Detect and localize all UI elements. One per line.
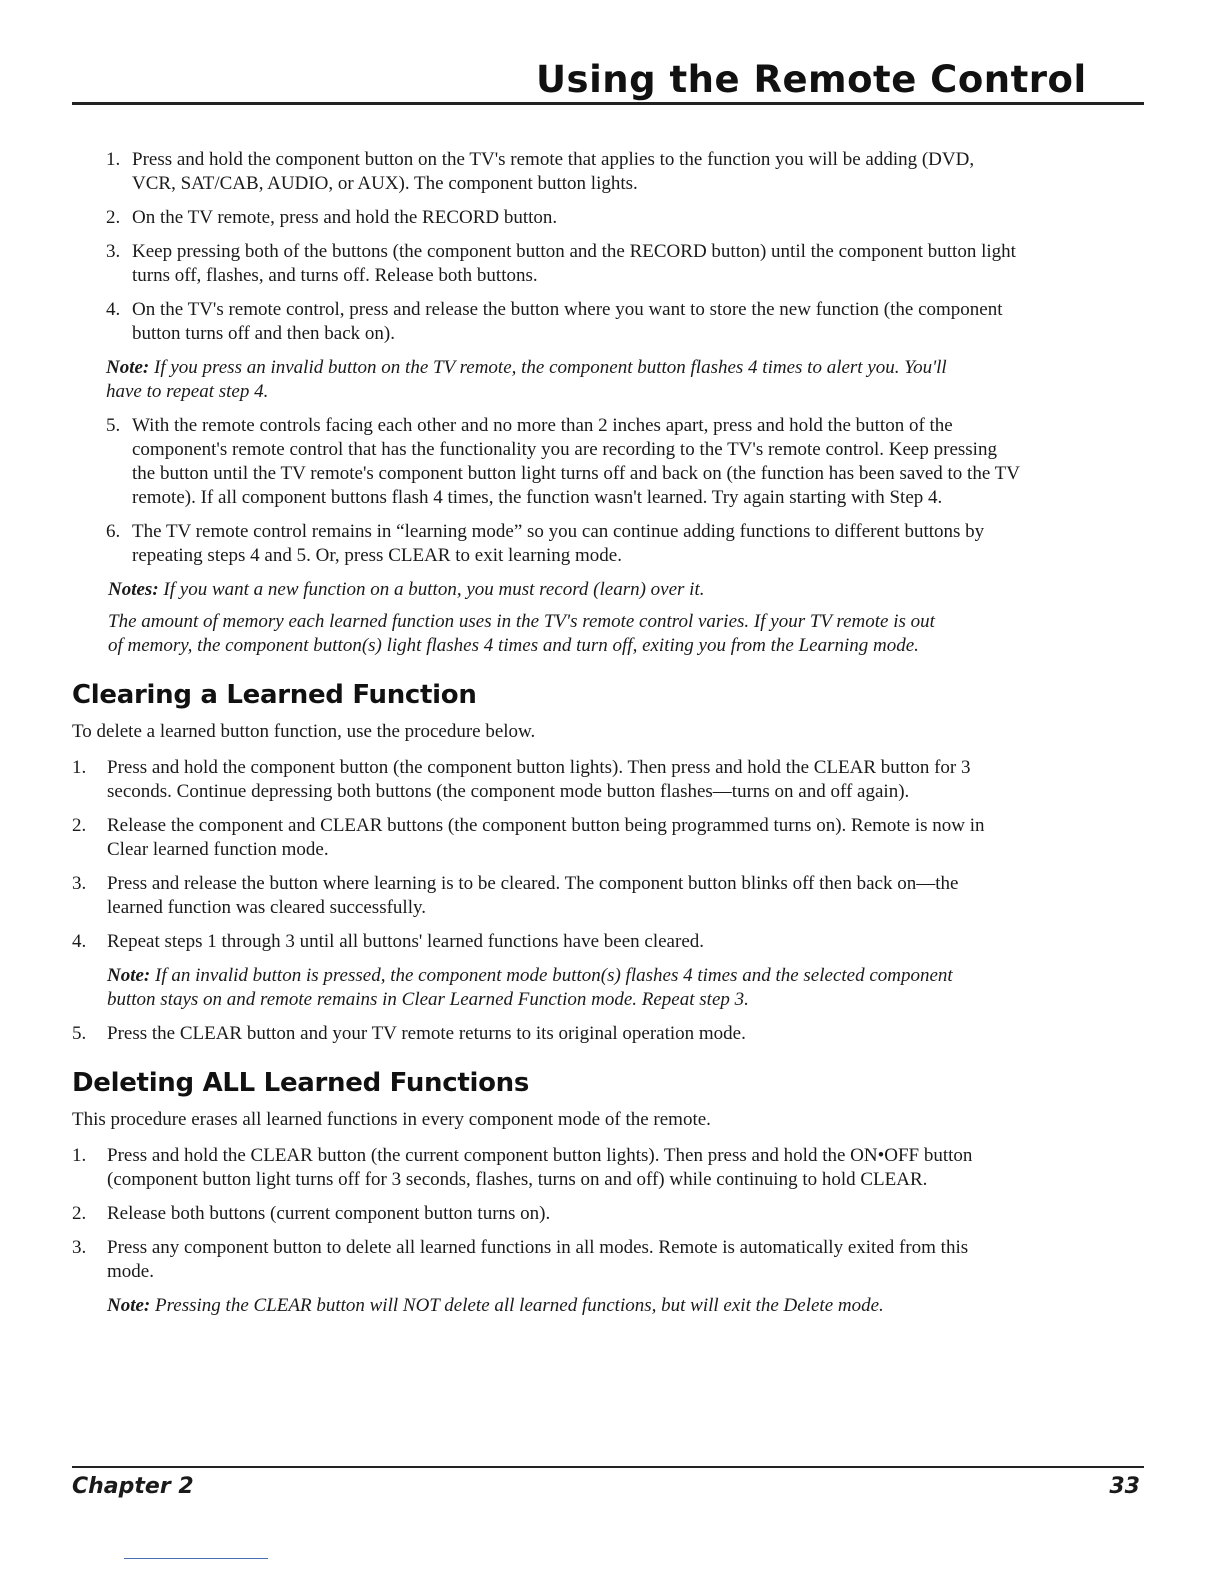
list-item xyxy=(72,756,1144,804)
step-number: 2. xyxy=(106,207,121,228)
list-item xyxy=(72,814,1144,862)
step-number: 2. xyxy=(72,815,87,836)
learning-steps-list-b xyxy=(72,414,1144,568)
list-item xyxy=(72,1144,1144,1192)
step-text: On the TV's remote control, press and release the button where you want to store the new function (the component button turns off and then back on). xyxy=(132,299,1003,344)
step-number: 1. xyxy=(72,1145,87,1166)
step-text: Release the component and CLEAR buttons (the component button being programmed turns on). Remote is now in Clear learned function mode. xyxy=(107,815,985,860)
list-item xyxy=(72,1202,1144,1226)
header-rule xyxy=(72,102,1144,105)
note-label: Note: xyxy=(106,357,150,378)
step-text: Press and release the button where learning is to be cleared. The component button blinks off then back on—the learned function was cleared successfully. xyxy=(107,873,959,918)
note-text: If an invalid button is pressed, the component mode button(s) flashes 4 times and the selected component button stays on and remote remains in Clear Learned Function mode. Repeat step 3. xyxy=(107,965,953,1010)
notes-label: Notes: xyxy=(108,579,159,600)
deleting-steps-list xyxy=(72,1144,1144,1284)
corner-mark xyxy=(124,1558,268,1559)
clearing-steps-list xyxy=(72,756,1144,954)
learning-steps-list xyxy=(72,148,1144,346)
step-text: Keep pressing both of the buttons (the component button and the RECORD button) until the component button light turns off, flashes, and turns off. Release both buttons. xyxy=(132,241,1016,286)
step-text: Press and hold the CLEAR button (the current component button lights). Then press and hold the ON•OFF button (component button light turns off for 3 seconds, flashes, turns on and off) while continuing to hold CLEAR. xyxy=(107,1145,973,1190)
page-content xyxy=(72,148,1144,1328)
note-label: Note: xyxy=(107,1295,151,1316)
step-number: 6. xyxy=(106,521,121,542)
clearing-intro: To delete a learned button function, use the procedure below. xyxy=(72,721,536,742)
notes-first xyxy=(108,578,948,602)
page-header-title: Using the Remote Control xyxy=(536,58,1087,101)
step-text: Press the CLEAR button and your TV remote returns to its original operation mode. xyxy=(107,1023,746,1044)
notes-block xyxy=(108,578,948,658)
step-text: On the TV remote, press and hold the RECORD button. xyxy=(132,207,558,228)
step-number: 3. xyxy=(106,241,121,262)
notes-first-text: If you want a new function on a button, you must record (learn) over it. xyxy=(163,579,705,600)
step-number: 1. xyxy=(72,757,87,778)
list-item xyxy=(72,930,1144,954)
step-number: 2. xyxy=(72,1203,87,1224)
deleting-heading: Deleting ALL Learned Functions xyxy=(72,1068,530,1098)
note-step4 xyxy=(106,356,986,404)
step-text: Press and hold the component button on the TV's remote that applies to the function you will be adding (DVD, VCR, SAT/CAB, AUDIO, or AUX). The component button lights. xyxy=(132,149,975,194)
list-item xyxy=(72,520,1144,568)
deleting-note xyxy=(107,1294,987,1318)
clearing-heading: Clearing a Learned Function xyxy=(72,680,477,710)
step-number: 3. xyxy=(72,1237,87,1258)
notes-second: The amount of memory each learned function uses in the TV's remote control varies. If your TV remote is out of memory, the component button(s) light flashes 4 times and turn off, exiting you from the Learning mode. xyxy=(108,611,935,656)
note-text: If you press an invalid button on the TV remote, the component button flashes 4 times to alert you. You'll have to repeat step 4. xyxy=(106,357,947,402)
step-text: Press any component button to delete all learned functions in all modes. Remote is automatically exited from this mode. xyxy=(107,1237,969,1282)
clearing-step5 xyxy=(72,1022,1144,1046)
list-item xyxy=(72,414,1144,510)
list-item xyxy=(72,1236,1144,1284)
list-item xyxy=(72,148,1144,196)
list-item xyxy=(72,298,1144,346)
step-number: 4. xyxy=(72,931,87,952)
step-number: 1. xyxy=(106,149,121,170)
step-text: The TV remote control remains in “learning mode” so you can continue adding functions to different buttons by repeating steps 4 and 5. Or, press CLEAR to exit learning mode. xyxy=(132,521,985,566)
note-label: Note: xyxy=(107,965,151,986)
step-text: Press and hold the component button (the component button lights). Then press and hold the CLEAR button for 3 seconds. Continue depressing both buttons (the component mode button flashes—turns on and off again). xyxy=(107,757,971,802)
footer-page-number: 33 xyxy=(1109,1474,1140,1499)
list-item xyxy=(72,1022,1144,1046)
list-item xyxy=(72,872,1144,920)
step-number: 3. xyxy=(72,873,87,894)
step-text: Release both buttons (current component button turns on). xyxy=(107,1203,551,1224)
deleting-intro: This procedure erases all learned functions in every component mode of the remote. xyxy=(72,1109,711,1130)
footer-chapter: Chapter 2 xyxy=(72,1474,194,1499)
note-text: Pressing the CLEAR button will NOT delete all learned functions, but will exit the Delete mode. xyxy=(155,1295,884,1316)
clearing-note xyxy=(107,964,987,1012)
step-number: 5. xyxy=(106,415,121,436)
list-item xyxy=(72,206,1144,230)
footer-rule xyxy=(72,1466,1144,1468)
step-number: 4. xyxy=(106,299,121,320)
step-text: With the remote controls facing each other and no more than 2 inches apart, press and hold the button of the component's remote control that has the functionality you are recording to the TV's remote control. Keep pressing the button until the TV remote's component button light turns off and back on (the function has been saved to the TV remote). If all component buttons flash 4 times, the function wasn't learned. Try again starting with Step 4. xyxy=(132,415,1020,508)
step-number: 5. xyxy=(72,1023,87,1044)
step-text: Repeat steps 1 through 3 until all buttons' learned functions have been cleared. xyxy=(107,931,704,952)
list-item xyxy=(72,240,1144,288)
